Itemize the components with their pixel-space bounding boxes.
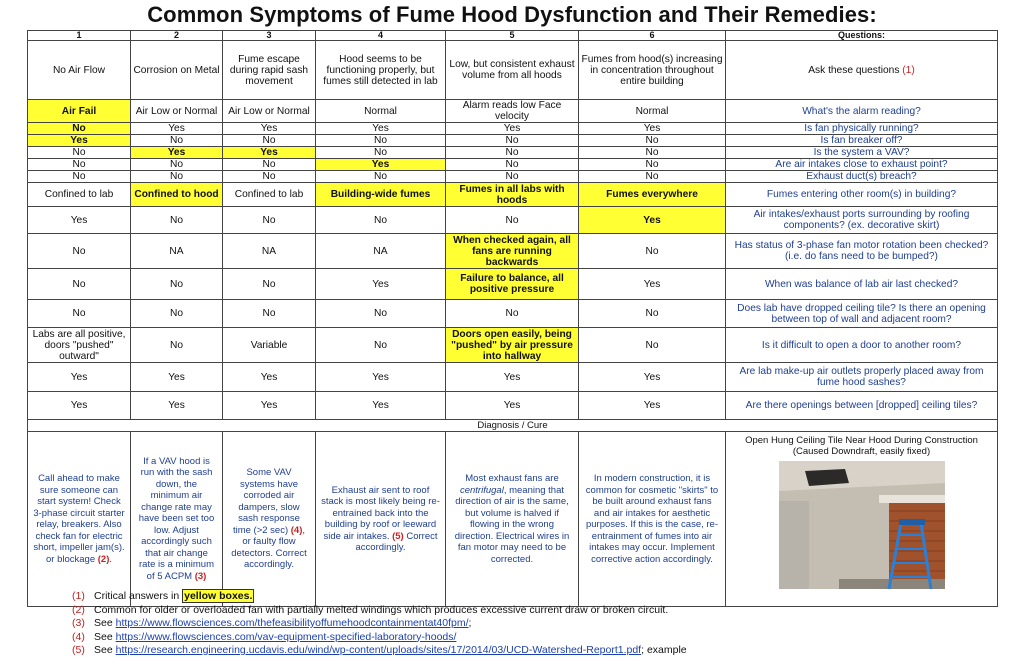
table-cell: NA [316, 234, 446, 269]
footnote-link[interactable]: https://www.flowsciences.com/vav-equipment-specified-laboratory-hoods/ [115, 630, 457, 643]
table-row [28, 183, 998, 207]
table-cell: No [579, 171, 726, 183]
cure-cell [131, 432, 223, 607]
footnote [72, 590, 1012, 604]
footnote-text-tail: ; example [641, 644, 687, 656]
table-cell: No [579, 300, 726, 328]
column-header: Fume escape during rapid sash movement [223, 41, 316, 100]
cure-emphasis: centrifugal [459, 484, 504, 496]
table-cell: Confined to lab [223, 183, 316, 207]
table-cell: No [131, 135, 223, 147]
table-cell: No [446, 171, 579, 183]
table-cell: NA [131, 234, 223, 269]
table-cell: Yes [446, 392, 579, 420]
cure-text: Call ahead to make sure someone can start system! Check 3-phase circuit starter relay, breakers. Also check fan for electric short, impeller jam(s). or blockage [33, 473, 125, 565]
table-cell: No [223, 300, 316, 328]
footnote [72, 644, 1012, 658]
table-cell: Yes [579, 207, 726, 234]
table-cell: Yes [28, 207, 131, 234]
footnote-text: Common for older or overloaded fan with partially melted windings which produces excessive current draw or broken circuit. [94, 603, 669, 616]
table-cell: No [223, 207, 316, 234]
table-cell: No [28, 300, 131, 328]
question-cell: Has status of 3-phase fan motor rotation been checked? (i.e. do fans need to be bumped?) [726, 234, 998, 269]
table-cell: No [223, 171, 316, 183]
table-cell: Yes [131, 147, 223, 159]
footnote-text-tail: ; [468, 617, 472, 629]
table-cell: Yes [131, 123, 223, 135]
column-number: Questions: [726, 31, 998, 41]
column-header: No Air Flow [28, 41, 131, 100]
cure-text-tail: Correct accordingly. [355, 530, 438, 553]
table-cell: Alarm reads low Face velocity [446, 100, 579, 123]
table-row [28, 392, 998, 420]
table-cell: No [28, 123, 131, 135]
cure-row [28, 432, 998, 607]
cure-ref: (3) [194, 570, 207, 582]
table-cell: Yes [223, 123, 316, 135]
symptoms-table [27, 30, 998, 607]
table-cell: No [28, 234, 131, 269]
table-row [28, 171, 998, 183]
column-number: 3 [223, 31, 316, 41]
table-cell: Yes [131, 392, 223, 420]
table-cell: No [579, 234, 726, 269]
footnote-link[interactable]: https://research.engineering.ucdavis.edu/wind/wp-content/uploads/sites/17/2014/03/UCD-Watershed-Report1.pdf [115, 644, 642, 656]
cure-text-tail: . [109, 553, 113, 565]
column-number: 5 [446, 31, 579, 41]
cure-text: Some VAV systems have corroded air dampers, slow sash response time (>2 sec) [232, 467, 300, 536]
table-cell: No [316, 207, 446, 234]
footnote [72, 617, 1012, 631]
table-cell: No [316, 300, 446, 328]
table-cell: Fumes in all labs with hoods [446, 183, 579, 207]
table-cell: Yes [223, 147, 316, 159]
questions-header-ref: (1) [902, 64, 915, 76]
cure-text-tail: , meaning that direction of air is the same, but volume is halved if flowing in the wrong direction. Electrical wires in fan motor may need to be corrected. [454, 484, 570, 565]
column-header [726, 41, 998, 100]
table-cell: Yes [28, 392, 131, 420]
footnote-link[interactable]: https://www.flowsciences.com/thefeasibilityoffumehoodcontainmentat40fpm/ [115, 617, 469, 629]
table-cell: Yes [316, 392, 446, 420]
column-number: 1 [28, 31, 131, 41]
table-cell: Yes [316, 363, 446, 392]
table-cell: Yes [316, 159, 446, 171]
table-cell: NA [223, 234, 316, 269]
diagnosis-label: Diagnosis / Cure [28, 420, 998, 432]
table-cell: Building-wide fumes [316, 183, 446, 207]
question-cell: Does lab have dropped ceiling tile? Is there an opening between top of wall and adjacent room? [726, 300, 998, 328]
table-cell: Yes [223, 363, 316, 392]
diagnosis-row [28, 420, 998, 432]
question-cell: Is fan physically running? [726, 123, 998, 135]
cure-cell [28, 432, 131, 607]
question-cell: Exhaust duct(s) breach? [726, 171, 998, 183]
page-title: Common Symptoms of Fume Hood Dysfunction and Their Remedies: [147, 2, 877, 27]
ceiling-tile-photo [779, 461, 945, 589]
table-cell: Yes [131, 363, 223, 392]
footnote-number: (5) [72, 644, 85, 656]
table-cell: No [223, 159, 316, 171]
question-cell: Are lab make-up air outlets properly placed away from fume hood sashes? [726, 363, 998, 392]
table-row [28, 123, 998, 135]
table-cell: Yes [579, 269, 726, 300]
table-cell: Confined to hood [131, 183, 223, 207]
table-cell: No [316, 328, 446, 363]
cure-cell: In modern construction, it is common for cosmetic "skirts" to be built around exhaust fans and air intakes for aesthetic purposes. If this is the case, re-entrainment of fumes into air intakes may occur. Implement corrective action accordingly. [579, 432, 726, 607]
column-number-row [28, 31, 998, 41]
table-cell: Normal [316, 100, 446, 123]
footnote-number: (3) [72, 617, 85, 629]
cure-text-tail: , or faulty flow detectors. Correct accordingly. [231, 524, 307, 571]
table-row [28, 100, 998, 123]
table-cell: No [131, 300, 223, 328]
table-cell: Variable [223, 328, 316, 363]
table-cell: Yes [579, 123, 726, 135]
table-cell: Yes [28, 135, 131, 147]
table-row [28, 159, 998, 171]
table-row [28, 328, 998, 363]
table-cell: Doors open easily, being "pushed" by air pressure into hallway [446, 328, 579, 363]
table-cell: No [579, 159, 726, 171]
question-cell: Fumes entering other room(s) in building? [726, 183, 998, 207]
table-cell: Air Low or Normal [223, 100, 316, 123]
table-cell: No [446, 300, 579, 328]
cure-cell [316, 432, 446, 607]
table-cell: No [223, 269, 316, 300]
table-cell: No [223, 135, 316, 147]
question-cell: Are air intakes close to exhaust point? [726, 159, 998, 171]
table-cell: No [131, 269, 223, 300]
table-cell: No [579, 328, 726, 363]
question-cell: Is it difficult to open a door to another room? [726, 328, 998, 363]
cure-ref: (5) [392, 530, 404, 542]
footnote-text: See [94, 617, 116, 629]
table-cell: No [579, 135, 726, 147]
photo-caption: Open Hung Ceiling Tile Near Hood During Construction (Caused Downdraft, easily fixed) [745, 435, 978, 457]
table-cell: No [131, 207, 223, 234]
column-number: 2 [131, 31, 223, 41]
question-cell: Are there openings between [dropped] ceiling tiles? [726, 392, 998, 420]
table-cell: Yes [446, 363, 579, 392]
footnote-number: (2) [72, 603, 85, 616]
table-cell: No [316, 135, 446, 147]
column-header: Hood seems to be functioning properly, but fumes still detected in lab [316, 41, 446, 100]
table-cell: Air Fail [28, 100, 131, 123]
table-cell: Yes [579, 363, 726, 392]
construction-scene-icon [779, 461, 945, 589]
question-cell: Is the system a VAV? [726, 147, 998, 159]
table-cell: No [446, 147, 579, 159]
footnote-number: (4) [72, 630, 85, 643]
table-cell: Failure to balance, all positive pressure [446, 269, 579, 300]
header-row [28, 41, 998, 100]
table-cell: Fumes everywhere [579, 183, 726, 207]
question-cell: When was balance of lab air last checked? [726, 269, 998, 300]
footnote-text: See [94, 630, 116, 643]
table-cell: Air Low or Normal [131, 100, 223, 123]
table-row [28, 269, 998, 300]
question-cell: Air intakes/exhaust ports surrounding by roofing components? (ex. decorative skirt) [726, 207, 998, 234]
questions-header-label: Ask these questions [808, 64, 900, 76]
table-cell: No [446, 135, 579, 147]
cure-text: If a VAV hood is run with the sash down, the minimum air change rate may have been set too low. Adjust accordingly such that air change rate is a minimum of 5 ACPM [138, 455, 215, 582]
table-cell: No [316, 147, 446, 159]
footnote-text: Critical answers in [94, 590, 183, 602]
table-cell: No [131, 159, 223, 171]
table-row [28, 300, 998, 328]
table-cell: No [446, 207, 579, 234]
cure-cell [223, 432, 316, 607]
table-row [28, 147, 998, 159]
footnote [72, 631, 1012, 645]
table-cell: Yes [316, 123, 446, 135]
table-cell: Yes [316, 269, 446, 300]
table-cell: When checked again, all fans are running backwards [446, 234, 579, 269]
table-row [28, 234, 998, 269]
table-cell: Confined to lab [28, 183, 131, 207]
cure-cell [446, 432, 579, 607]
cure-ref: (4) [290, 524, 303, 536]
table-row [28, 207, 998, 234]
table-cell: No [28, 171, 131, 183]
table-row [28, 363, 998, 392]
table-row [28, 135, 998, 147]
table-cell: No [28, 147, 131, 159]
table-cell: Yes [223, 392, 316, 420]
column-header: Corrosion on Metal [131, 41, 223, 100]
table-cell: No [579, 147, 726, 159]
table-cell: No [28, 269, 131, 300]
column-number: 4 [316, 31, 446, 41]
footnote-highlight: yellow boxes. [184, 590, 253, 602]
photo-cell [726, 432, 998, 607]
question-cell: What's the alarm reading? [726, 100, 998, 123]
column-number: 6 [579, 31, 726, 41]
table-cell: No [316, 171, 446, 183]
question-cell: Is fan breaker off? [726, 135, 998, 147]
footnotes [72, 590, 1012, 658]
table-cell: No [28, 159, 131, 171]
table-cell: Labs are all positive, doors "pushed" outward" [28, 328, 131, 363]
cure-text: Exhaust air sent to roof stack is most likely being re-entrained back into the building by roof or leeward side air intakes. [321, 484, 440, 542]
footnote [72, 604, 1012, 618]
column-header: Fumes from hood(s) increasing in concentration throughout entire building [579, 41, 726, 100]
footnote-number: (1) [72, 590, 85, 602]
table-cell: Normal [579, 100, 726, 123]
cure-ref: (2) [97, 553, 110, 565]
footnote-text: See [94, 644, 116, 656]
table-cell: Yes [446, 123, 579, 135]
column-header: Low, but consistent exhaust volume from all hoods [446, 41, 579, 100]
table-cell: Yes [579, 392, 726, 420]
table-cell: No [446, 159, 579, 171]
table-cell: No [131, 171, 223, 183]
table-cell: No [131, 328, 223, 363]
cure-text: Most exhaust fans are [465, 473, 559, 484]
table-cell: Yes [28, 363, 131, 392]
